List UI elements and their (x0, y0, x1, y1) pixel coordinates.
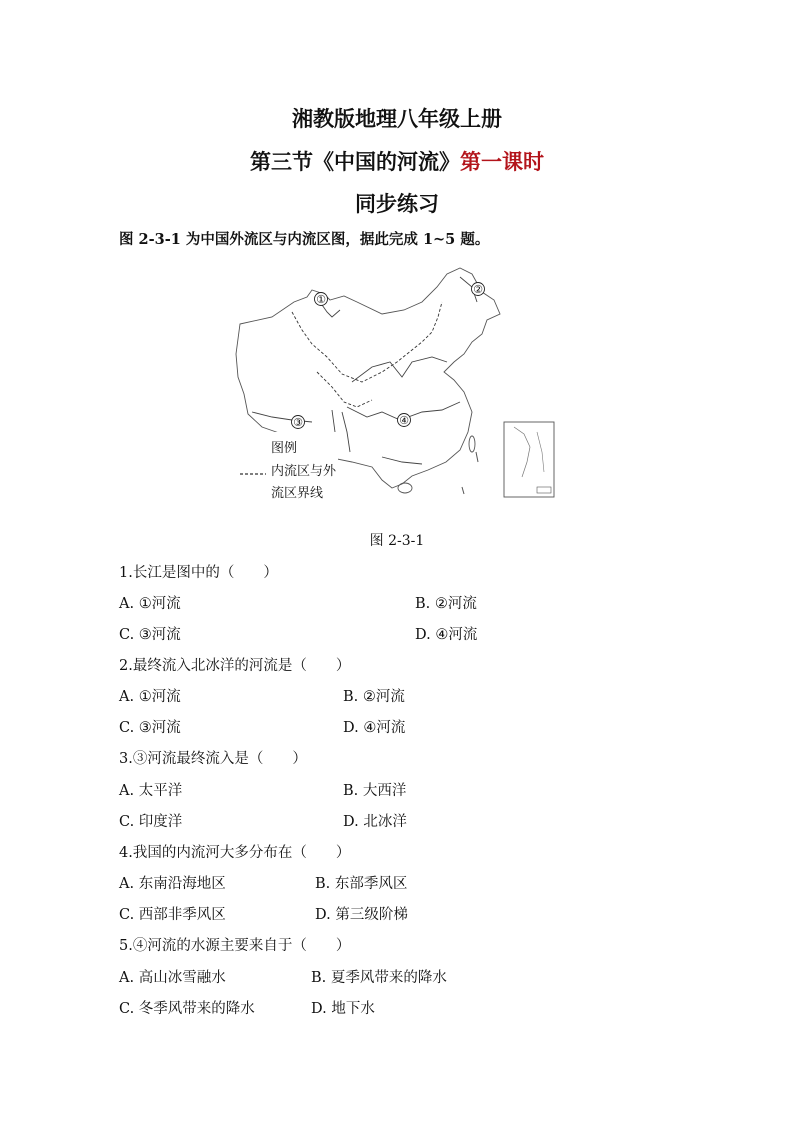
q5-option-d: D. 地下水 (311, 1001, 375, 1017)
q5-option-b: B. 夏季风带来的降水 (311, 970, 447, 986)
question-4: 4.我国的内流河大多分布在（ ） (119, 845, 351, 861)
marker-4: ④ (399, 414, 409, 427)
river-mekong (342, 412, 350, 452)
q1-option-a: A. ①河流 (119, 596, 181, 612)
subtitle-red: 第一课时 (460, 149, 544, 174)
q4-option-b: B. 东部季风区 (315, 876, 408, 892)
q1-option-c: C. ③河流 (119, 627, 181, 643)
q4-option-a: A. 东南沿海地区 (119, 876, 226, 892)
doc-subtitle2: 同步练习 (355, 191, 439, 216)
legend-title: 图例 (271, 441, 298, 456)
q5-option-c: C. 冬季风带来的降水 (119, 1001, 255, 1017)
marker-1: ① (316, 293, 326, 306)
q2-option-c: C. ③河流 (119, 720, 181, 736)
question-2: 2.最终流入北冰洋的河流是（ ） (119, 658, 351, 674)
question-3: 3.③河流最终流入是（ ） (119, 751, 307, 767)
q2-option-b: B. ②河流 (343, 689, 405, 705)
q2-option-d: D. ④河流 (343, 720, 406, 736)
doc-subtitle (0, 146, 794, 176)
taiwan-island (469, 436, 475, 452)
q3-option-c: C. 印度洋 (119, 814, 183, 830)
q3-option-b: B. 大西洋 (343, 783, 407, 799)
marker-2: ② (473, 283, 483, 296)
river-yellow (352, 357, 447, 382)
legend-line1: 内流区与外 (271, 464, 337, 479)
figure-caption: 图 2-3-1 (369, 533, 425, 549)
river-pearl (382, 457, 422, 464)
subtitle-black: 第三节《中国的河流》 (250, 149, 460, 174)
question-1: 1.长江是图中的（ ） (119, 565, 278, 581)
inner-boundary-2 (317, 372, 372, 407)
q2-option-a: A. ①河流 (119, 689, 181, 705)
q3-option-d: D. 北冰洋 (343, 814, 407, 830)
marker-3: ③ (293, 416, 303, 429)
inner-boundary (292, 302, 442, 382)
q1-option-d: D. ④河流 (415, 627, 478, 643)
hainan-island (398, 483, 412, 493)
question-5: 5.④河流的水源主要来自于（ ） (119, 938, 351, 954)
doc-title: 湘教版地理八年级上册 (292, 106, 502, 131)
q5-option-a: A. 高山冰雪融水 (119, 970, 226, 986)
q3-option-a: A. 太平洋 (119, 783, 183, 799)
q4-option-c: C. 西部非季风区 (119, 907, 226, 923)
intro-text: 图 2-3-1 为中国外流区与内流区图，据此完成 1~5 题。 (119, 231, 490, 248)
south-sea-inset (504, 422, 554, 497)
q1-option-b: B. ②河流 (415, 596, 477, 612)
q4-option-d: D. 第三级阶梯 (315, 907, 408, 923)
legend-line2: 流区界线 (271, 486, 324, 501)
